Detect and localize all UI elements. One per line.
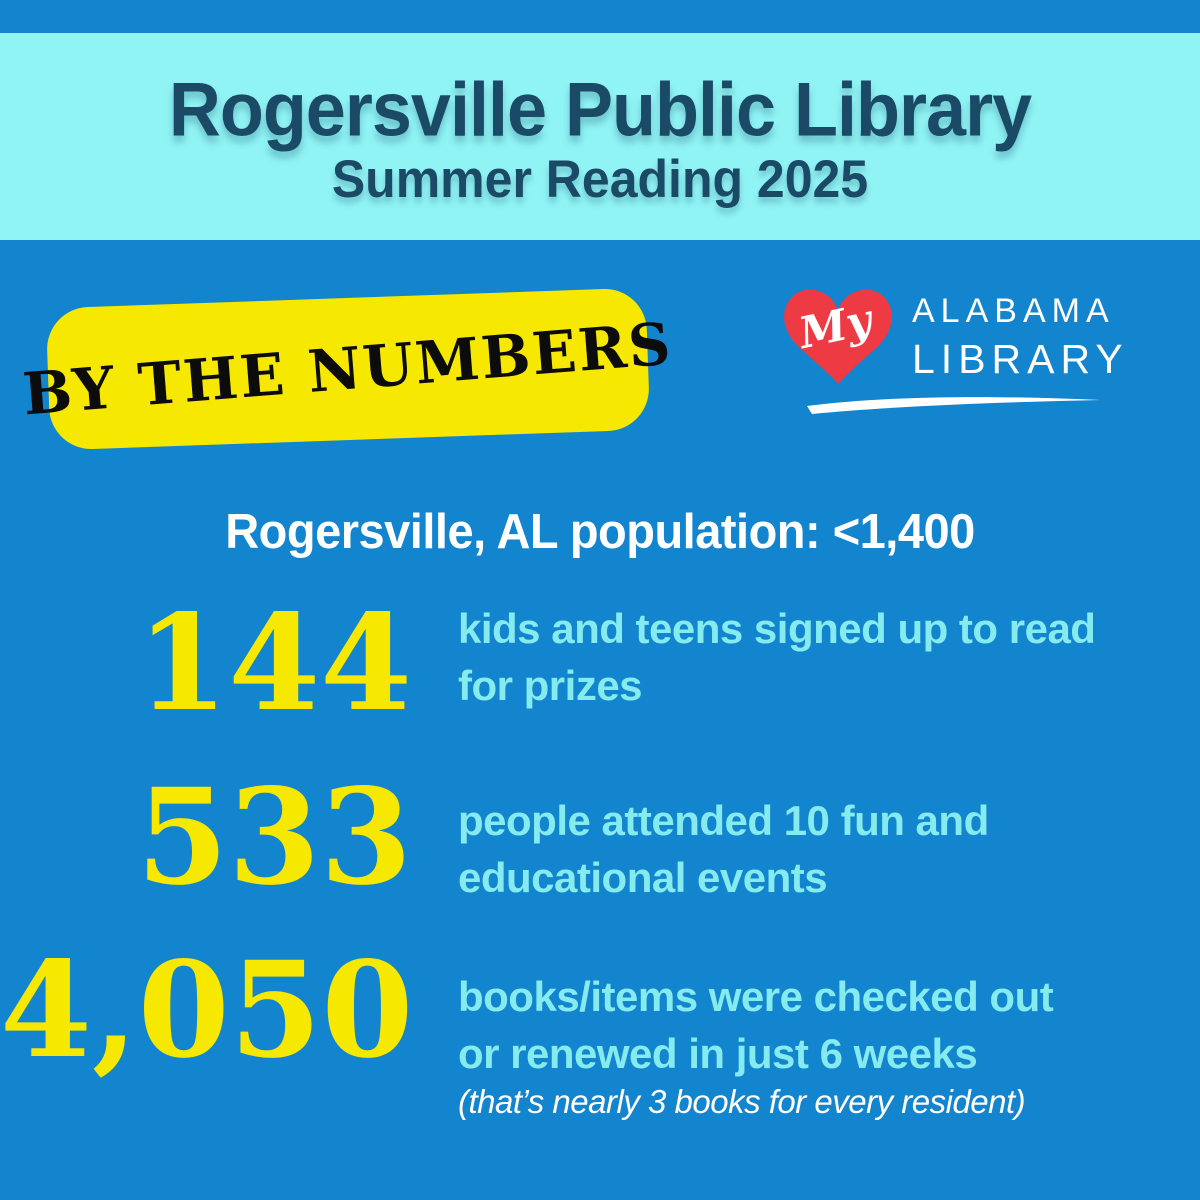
page-title: Rogersville Public Library — [168, 68, 1032, 153]
heart-script-label: My — [794, 295, 877, 360]
stat-desc-line1: people attended 10 fun and — [458, 797, 989, 844]
logo-name-line2: LIBRARY — [912, 336, 1129, 382]
stat-description — [458, 792, 1118, 906]
stat-desc-line2: or renewed in just 6 weeks — [458, 1030, 978, 1077]
by-the-numbers-badge — [20, 288, 676, 451]
stat-value: 4,050 — [0, 933, 414, 1088]
stat-desc-line1: kids and teens signed up to read — [458, 605, 1096, 652]
stat-description — [458, 968, 1118, 1120]
stat-value: 144 — [136, 586, 412, 741]
logo-wordmark — [912, 291, 1129, 383]
stat-note: (that’s nearly 3 books for every resident) — [458, 1083, 1026, 1120]
logo-name-line1: ALABAMA — [912, 292, 1115, 330]
stat-description — [458, 600, 1118, 714]
heart-icon — [778, 281, 898, 391]
header-banner — [0, 33, 1200, 240]
stat-desc-line2: educational events — [458, 854, 828, 901]
logo-underline-swoosh — [804, 393, 1104, 417]
stat-desc-line1: books/items were checked out — [458, 973, 1054, 1020]
badge-label: BY THE NUMBERS — [20, 309, 676, 429]
my-alabama-library-logo — [778, 281, 1129, 421]
page-subtitle: Summer Reading 2025 — [331, 149, 869, 209]
stat-value: 533 — [136, 760, 412, 915]
stat-desc-line2: for prizes — [458, 662, 643, 709]
population-heading: Rogersville, AL population: <1,400 — [225, 502, 975, 559]
